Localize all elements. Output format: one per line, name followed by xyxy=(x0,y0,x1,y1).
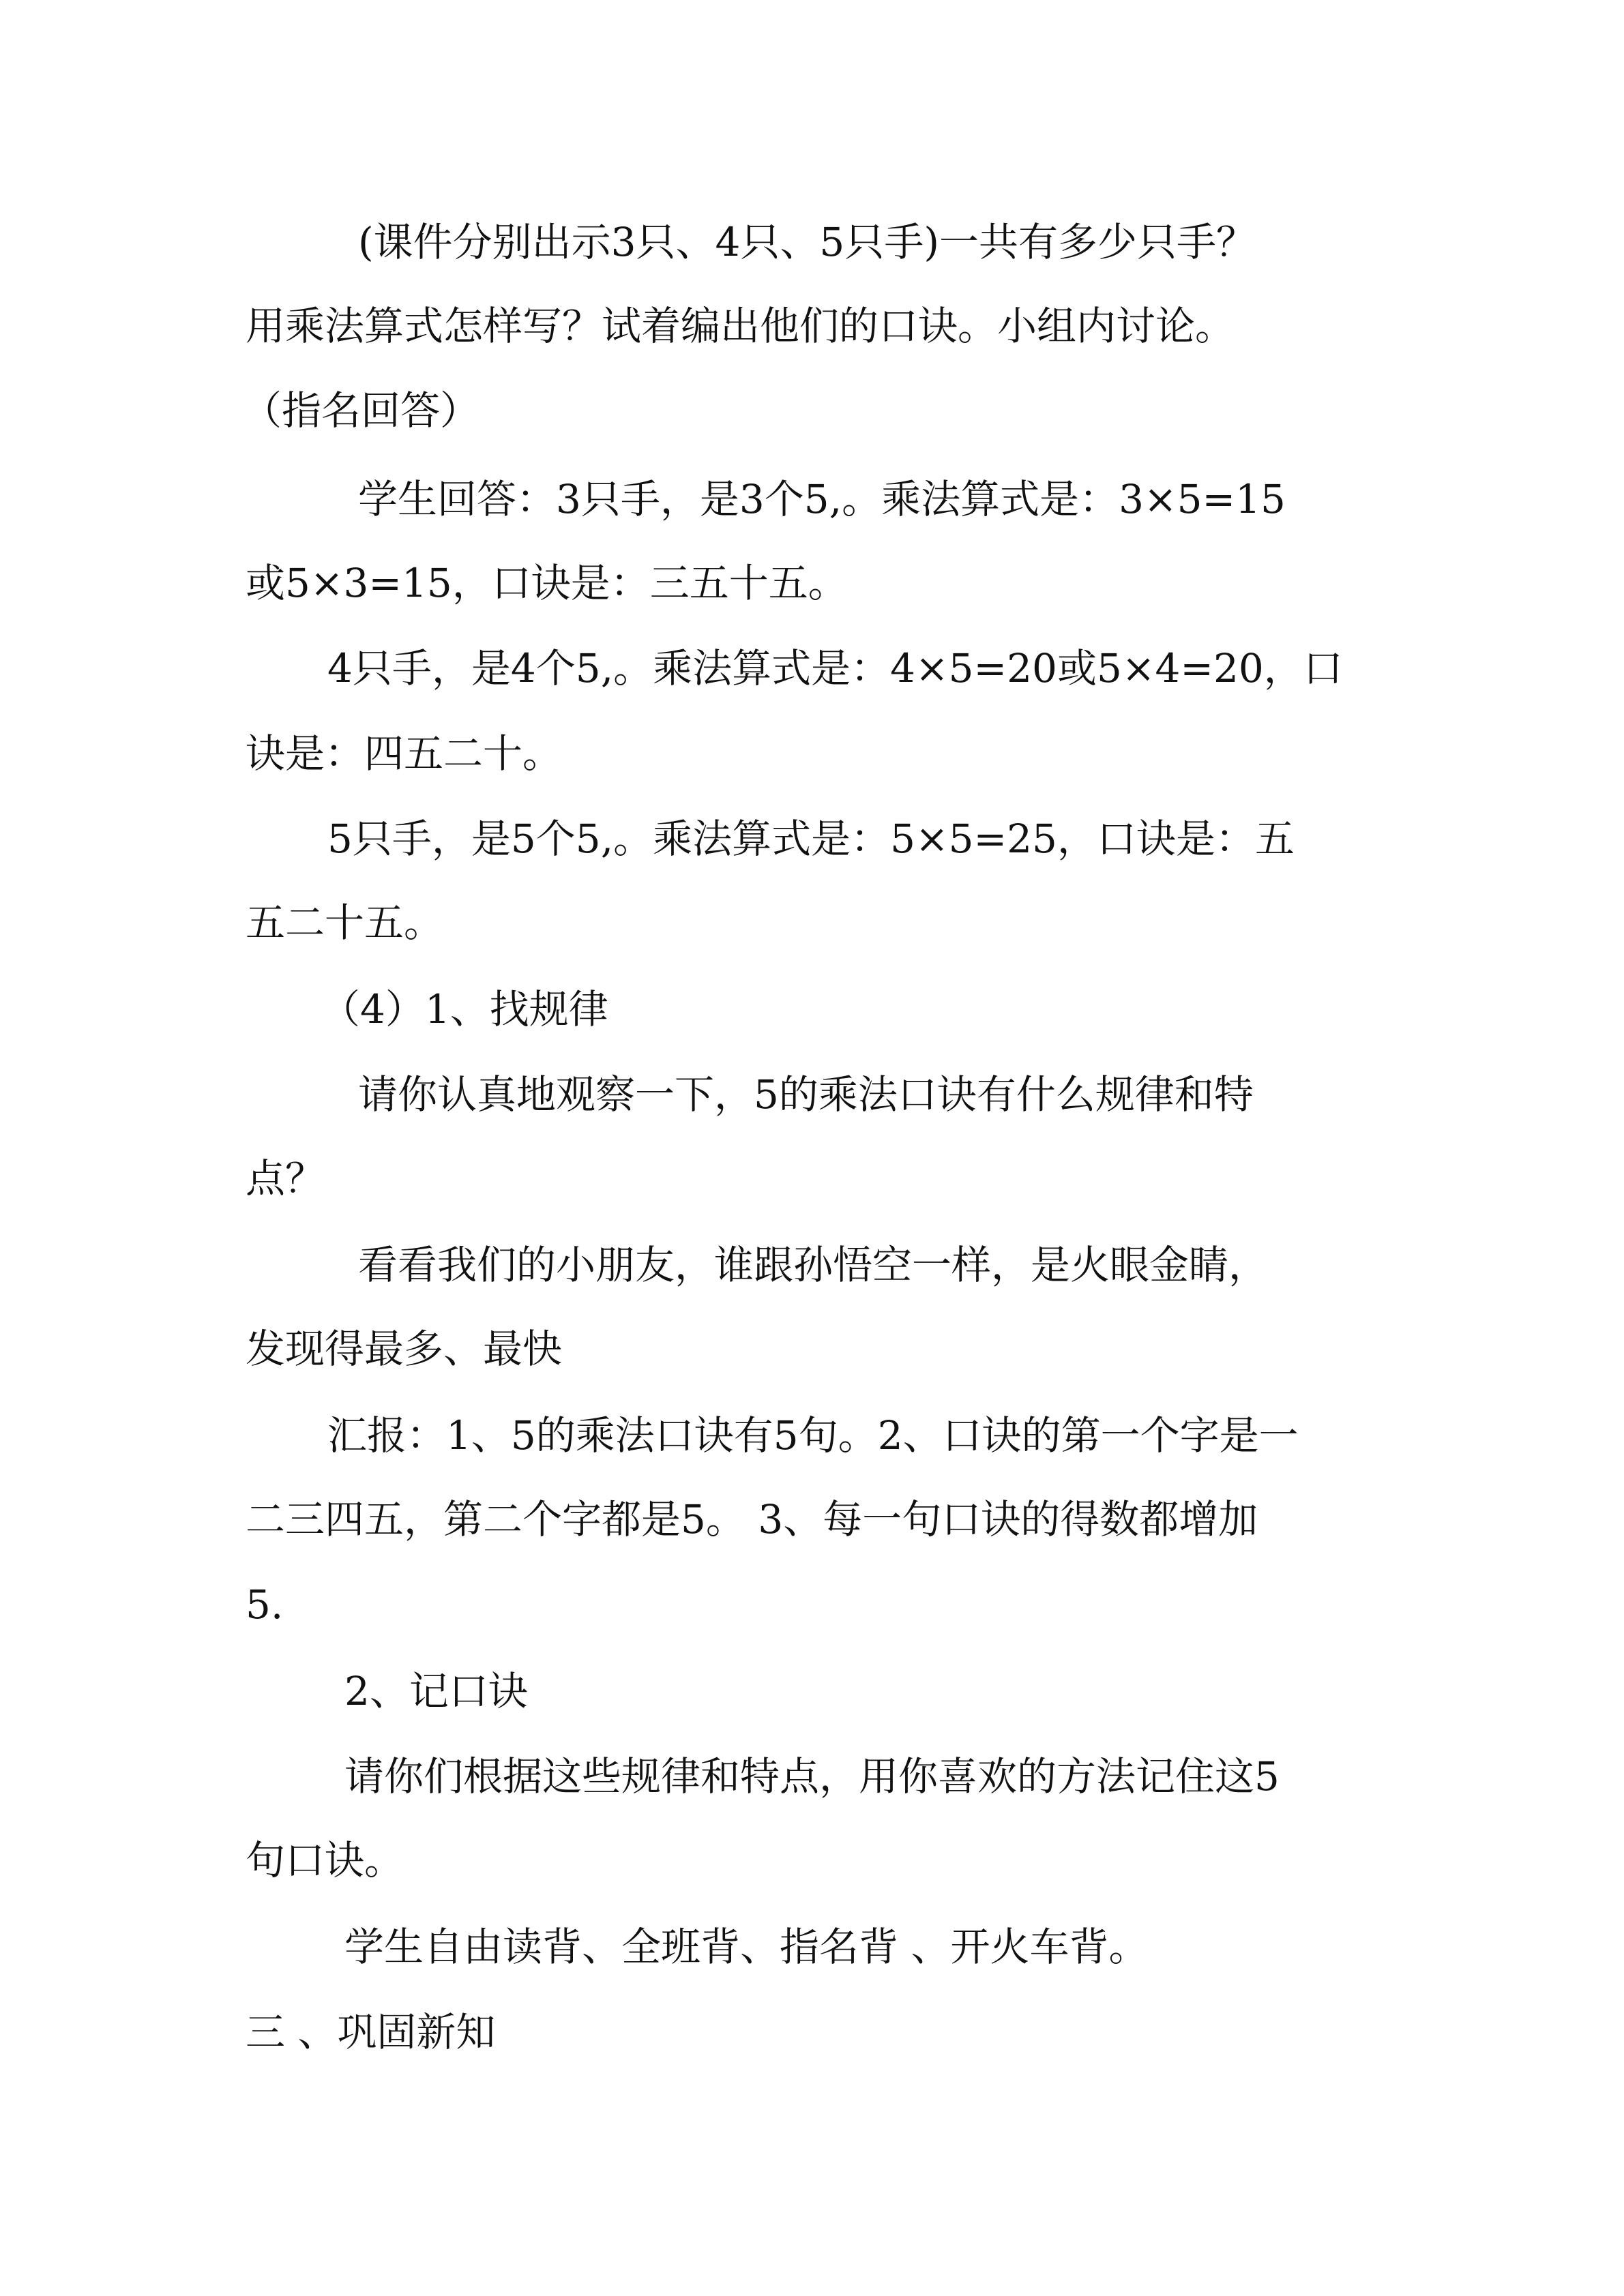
text-line-15: 汇报：1、5的乘法口诀有5句。2、口诀的第一个字是一 xyxy=(327,1412,1299,1459)
text-line-14: 发现得最多、最快 xyxy=(246,1326,563,1372)
text-line-12: 点？ xyxy=(246,1155,325,1202)
text-line-20: 句口诀。 xyxy=(246,1837,404,1883)
text-line-17: 5. xyxy=(246,1581,284,1628)
text-line-7: 诀是：四五二十。 xyxy=(246,730,563,777)
text-line-1: (课件分别出示3只、4只、5只手)一共有多少只手？ xyxy=(358,219,1256,265)
text-line-6: 4只手，是4个5,。乘法算式是：4×5=20或5×4=20，口 xyxy=(327,645,1343,691)
text-line-18: 2、记口诀 xyxy=(344,1668,528,1714)
text-line-3: （指名回答） xyxy=(242,387,480,434)
text-line-8: 5只手，是5个5,。乘法算式是：5×5=25，口诀是：五 xyxy=(327,816,1295,862)
text-line-2: 用乘法算式怎样写？试着编出他们的口诀。小组内讨论。 xyxy=(246,303,1235,349)
text-line-11: 请你认真地观察一下，5的乘法口诀有什么规律和特 xyxy=(358,1071,1254,1118)
text-line-13: 看看我们的小朋友，谁跟孙悟空一样，是火眼金睛， xyxy=(358,1242,1269,1288)
text-line-10: （4）1、找规律 xyxy=(321,986,608,1032)
section-heading: 三 、巩固新知 xyxy=(246,2009,496,2055)
text-line-5: 或5×3=15，口诀是：三五十五。 xyxy=(246,560,848,606)
text-line-21: 学生自由读背、全班背、指名背 、开火车背。 xyxy=(344,1924,1149,1970)
text-line-16: 二三四五，第二个字都是5。 3、每一句口诀的得数都增加 xyxy=(246,1496,1258,1542)
text-line-9: 五二十五。 xyxy=(246,899,444,946)
text-line-4: 学生回答：3只手，是3个5,。乘法算式是：3×5=15 xyxy=(358,476,1286,522)
text-line-19: 请你们根据这些规律和特点，用你喜欢的方法记住这5 xyxy=(344,1753,1280,1800)
